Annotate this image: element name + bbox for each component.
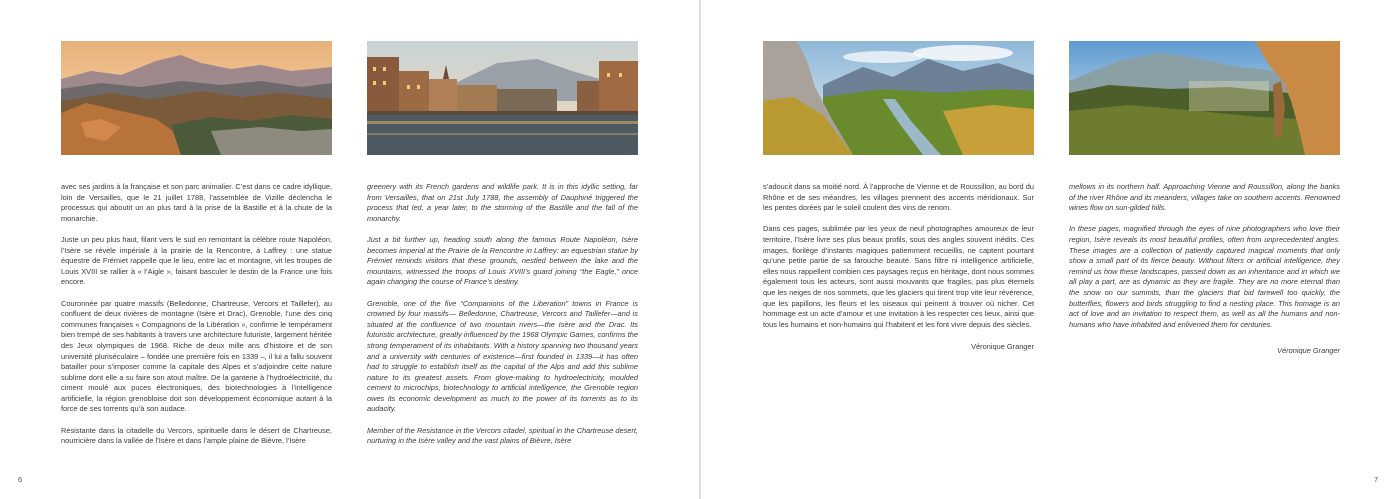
photo-mountain-cliff-sunset — [61, 41, 332, 155]
english-paragraph: Member of the Resistance in the Vercors citadel, spiritual in the Chartreuse desert, nurturing in the Isère valley and the vast plains of Bièvre, Isère — [367, 425, 638, 446]
english-paragraph: greenery with its French gardens and wildlife park. It is in this idyllic setting, far from Versailles, that on 21st July 1788, the assembly of Dauphiné triggered the process that led, a year later, to the storming of the Bastille and the fall of the monarchy. — [367, 182, 638, 223]
photo-vercors-cliff-overlook — [1069, 41, 1340, 155]
right-page — [701, 0, 1400, 499]
english-text-column — [1069, 182, 1340, 357]
photo-isere-valley-river — [763, 41, 1034, 155]
english-signature: Véronique Granger — [1277, 346, 1340, 356]
french-text-column — [61, 182, 332, 457]
french-text-column — [763, 182, 1034, 353]
english-text-column — [367, 182, 638, 457]
french-paragraph: Résistante dans la citadelle du Vercors, spirituelle dans le désert de Chartreuse, nourricière dans la vallée de l’Isère et dans l’ample plaine de Bièvre, l’Isère — [61, 425, 332, 446]
photo-grenoble-river-city — [367, 41, 638, 155]
french-paragraph: avec ses jardins à la française et son parc animalier. C’est dans ce cadre idyllique, loin de Versailles, que le 21 juillet 1788, l’assemblée de Vizille déclencha le processus qui aboutit un an plus tard à la prise de la Bastille et à la chute de la monarchie. — [61, 182, 332, 223]
french-paragraph: Dans ces pages, sublimée par les yeux de neuf photographes amoureux de leur territoire, l’Isère livre ses plus beaux profils, sous des angles souvent inédits. Ces images, florilège d’instants magiques patiemment recueillis, ne captent pourtant qu’une petite partie de sa farouche beauté. Sans filtre ni intelligence artificielle, elles nous rappellent combien ces paysages reçus en héritage, dont nous sommes également tous les acteurs, sont aussi mouvants que fragiles, pas plus éternels que les neiges de nos sommets, que les glaciers qui tirent trop vite leur révérence, que les papillons, les fleurs et les oiseaux qui peinent à trouver où nicher. Cet hommage est un acte d’amour et une invitation à les respecter ces lieux, ainsi que tous les humains et non-humains qui l’habitent et les font vivre depuis des siècles. — [763, 224, 1034, 329]
french-paragraph: s’adoucit dans sa moitié nord. À l’approche de Vienne et de Roussillon, au bord du Rhône et de ses méandres, les villages prennent des accents méridionaux. Sur les pentes dorées par le soleil coulent des vins de renom. — [763, 182, 1034, 213]
english-paragraph: Just a bit further up, heading south along the famous Route Napoléon, Isère becomes imperial at the Prairie de la Rencontre in Laffrey: an equestrian statue by Frémiet reminds visitors that these grounds, nestled between the lake and the mountains, witnessed the troops of Louis XVIII’s guard joining “the Eagle,” once again changing the course of France’s destiny. — [367, 234, 638, 287]
english-paragraph: mellows in its northern half. Approaching Vienne and Roussillon, along the banks of the river Rhône and its meanders, villages take on southern accents. Renowned wines flow on sun-gilded hills. — [1069, 182, 1340, 213]
french-paragraph: Couronnée par quatre massifs (Belledonne, Chartreuse, Vercors et Taillefer), au confluent de deux rivières de montagne (Isère et Drac), Grenoble, l’une des cinq communes françaises « Compagnons de la Libération », confirme le tempérament bien trempé de ses habitants à travers une architecture futuriste, largement héritée des Jeux olympiques de 1968. Riche de deux mille ans d’histoire et de son université pluriséculaire – fondée une première fois en 1339 –, il lui a fallu souvent batailler pour s’imposer comme la capitale des Alpes et s’adjoindre cette nature sublime dont elle a su faire son atout maître. De la ganterie à l’hydroélectricité, du ciment moulé aux puces électroniques, des biotechnologies à l’intelligence artificielle, la région grenobloise doit son développement économique autant à la force de ses torrents qu’à son audace. — [61, 298, 332, 414]
page-number-left: 6 — [18, 475, 23, 484]
english-paragraph: In these pages, magnified through the eyes of nine photographers who love their region, Isère reveals its most beautiful profiles, often from unprecedented angles. These images are a collection of patiently captured magical moments that only show a small part of its fierce beauty. Without filters or artificial intelligence, they remind us how these landscapes, passed down as an inheritance and in which we all play a part, are as dynamic as they are fragile. They are no more eternal than the snow on our summits, than the glaciers that bid farewell too quickly, the butterflies, flowers and birds struggling to find a nesting place. This homage is an act of love and an invitation to respect them, as well as all the humans and non-humans who have inhabited and enlivened them for centuries. — [1069, 224, 1340, 329]
french-paragraph: Juste un peu plus haut, filant vers le sud en remontant la célèbre route Napoléon, l’Isère se révèle impériale à la prairie de la Rencontre, à Laffrey : une statue équestre de Frémiet rappelle que le lieu, entre lac et montagne, vit les troupes de Louis XVIII se rallier à « l’Aigle », faisant basculer le destin de la France une fois encore. — [61, 234, 332, 287]
page-number-right: 7 — [1374, 475, 1379, 484]
left-page — [0, 0, 699, 499]
english-paragraph: Grenoble, one of the five “Companions of the Liberation” towns in France is crowned by four massifs— Belledonne, Chartreuse, Vercors and Taillefer—and is situated at the confluence of two mountain rivers—the Isère and the Drac. Its futuristic architecture, greatly influenced by the 1968 Olympic Games, confirms the strong temperament of its inhabitants. With a history spanning two thousand years and a university with centuries of existence—first founded in 1339—it has often had to struggle to establish itself as the capital of the Alps and add this sublime nature to its greatest assets. From glove-making to hydroelectricity, moulded cement to microchips, biotechnology to artificial intelligence, the Grenoble region owes its economic development as much to the power of its torrents as to its audacity. — [367, 298, 638, 414]
french-signature: Véronique Granger — [971, 342, 1034, 352]
